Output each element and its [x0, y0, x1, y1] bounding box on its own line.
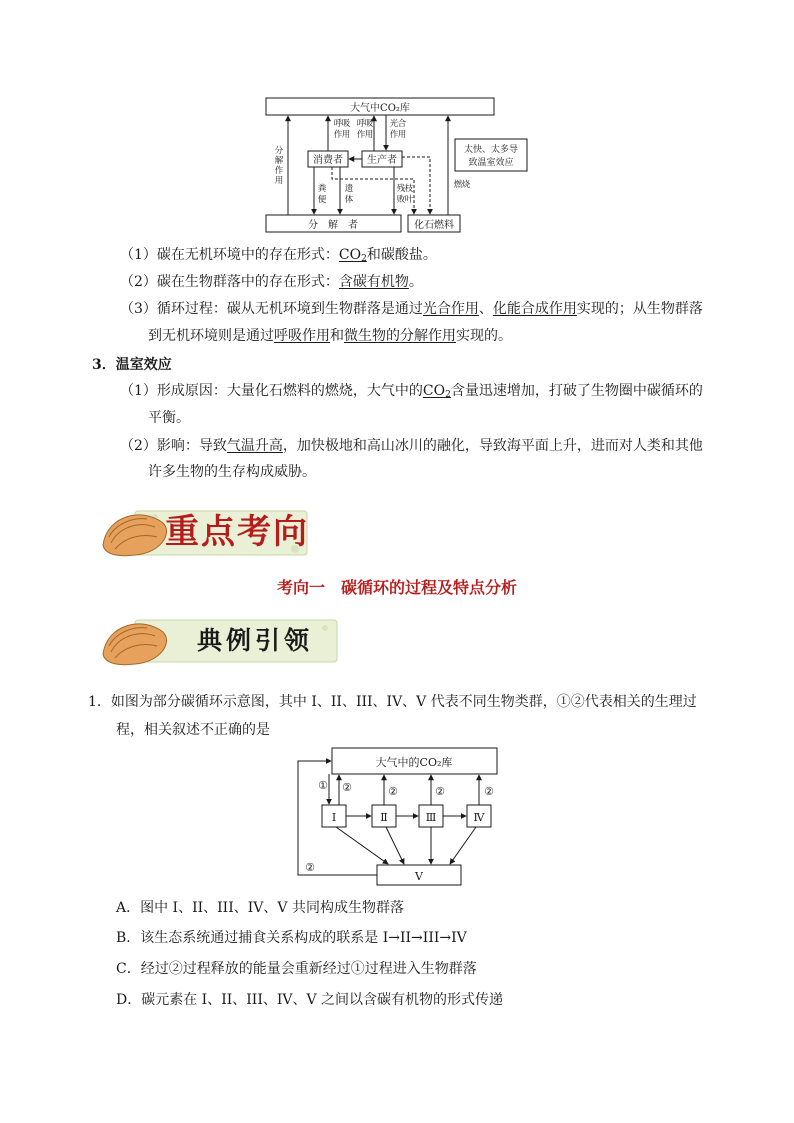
atmosphere-label: 大气中CO₂库: [350, 103, 410, 114]
subscript: 2: [361, 254, 367, 264]
label-litter-1: 枝: [404, 184, 414, 194]
section3-p1-line1: [120, 381, 703, 405]
label-litter-2: 败: [396, 195, 406, 205]
label-photo-3: 用: [397, 130, 407, 140]
label-resp1-3: 用: [341, 130, 351, 140]
option-b: B．该生态系统通过捕食关系构成的联系是 I→II→III→IV: [116, 930, 467, 946]
underlined-answer: 气温升高: [226, 438, 283, 454]
label-resp1-2: 作: [333, 130, 343, 140]
text: 到无机环境则是通过: [148, 328, 274, 344]
decomposer-label: 分 解 者: [308, 220, 358, 231]
label-remains-1: 体: [344, 195, 354, 205]
label-resp1-1: 吸: [341, 119, 351, 129]
list-item-3-line2: [148, 326, 512, 346]
text: 实现的。: [456, 328, 512, 344]
label-process-2c: ②: [435, 785, 445, 798]
box-1-label: Ⅰ: [331, 811, 337, 824]
text: 实现的；从生物群落: [576, 301, 703, 317]
label-photo-0: 光: [389, 119, 399, 129]
box-2-label: Ⅱ: [380, 811, 388, 824]
underlined-answer: 光合作用: [422, 301, 479, 317]
question-line1: 1．如图为部分碳循环示意图，其中 I、II、III、IV、V 代表不同生物类群，①②代表相关的生理过: [88, 694, 697, 710]
section3-p2-line1: [120, 436, 703, 456]
note-line2: 致温室效应: [468, 158, 514, 168]
text: （2）影响：导致: [120, 438, 227, 454]
label-litter-3: 叶: [404, 195, 414, 205]
text: 和: [330, 328, 344, 344]
text: （2）碳在生物群落中的存在形式：: [120, 274, 339, 290]
fossil-label: 化石燃料: [414, 220, 454, 231]
carbon-cycle-diagram-2: [292, 745, 512, 890]
underlined-answer: [423, 383, 451, 399]
label-resp1-0: 呼: [333, 119, 343, 129]
underlined-answer: 微生物的分解作用: [344, 328, 456, 344]
subtitle: 考向一 碳循环的过程及特点分析: [277, 578, 518, 597]
box-3-label: Ⅲ: [425, 811, 437, 824]
text: （1）形成原因：大量化石燃料的燃烧，大气中的: [120, 383, 423, 399]
note-line1: 太快、太多导: [463, 145, 519, 155]
label-photo-2: 作: [389, 130, 399, 140]
label-litter-0: 残: [396, 184, 406, 194]
label-process-2a: ②: [342, 781, 352, 794]
banner-example: [95, 614, 340, 668]
label-remains-0: 遗: [344, 184, 354, 194]
section-heading: 3．温室效应: [92, 357, 172, 373]
arrow-1-to-5: [336, 827, 388, 864]
label-burn-1: 烧: [461, 180, 471, 190]
text: （3）循环过程：碳从无机环境到生物群落是通过: [120, 301, 423, 317]
label-resp2-0: 呼: [356, 119, 366, 129]
underlined-answer: 含碳有机物: [338, 274, 409, 290]
label-resp2-3: 用: [364, 130, 374, 140]
label-decomp-3: 用: [274, 176, 284, 186]
section3-p1-line2: 平衡。: [148, 410, 190, 426]
text: 和碳酸盐。: [366, 247, 437, 263]
banner-key-directions: [95, 505, 310, 560]
list-item-2: [120, 272, 423, 292]
section3-p2-line2: 许多生物的生存构成威胁。: [148, 464, 316, 480]
atmosphere-label: 大气中的CO₂库: [375, 756, 453, 769]
box-5-label: Ⅴ: [415, 870, 423, 883]
label-process-2d: ②: [484, 785, 494, 798]
arrow-2-to-5: [386, 827, 404, 864]
carbon-cycle-diagram: [262, 95, 537, 237]
label-feces-1: 便: [317, 195, 327, 205]
producer-label: 生产者: [367, 155, 397, 166]
label-resp2-1: 吸: [364, 119, 374, 129]
option-d: D．碳元素在 I、II、III、IV、V 之间以含碳有机物的形式传递: [116, 992, 504, 1008]
label-photo-1: 合: [397, 119, 407, 129]
label-decomp-1: 解: [274, 156, 284, 166]
question-line2: 程，相关叙述不正确的是: [116, 722, 270, 738]
consumer-label: 消费者: [313, 155, 343, 166]
text: 含量迅速增加，打破了生物圈中碳循环的: [450, 383, 703, 399]
label-decomp-2: 作: [274, 166, 284, 176]
text: ，加快极地和高山冰川的融化，导致海平面上升，进而对人类和其他: [282, 438, 703, 454]
box-4-label: Ⅳ: [473, 811, 485, 824]
underlined-answer: [339, 247, 367, 263]
list-item-3-line1: [120, 299, 703, 319]
label-process-2b: ②: [388, 785, 398, 798]
text: （1）碳在无机环境中的存在形式：: [120, 247, 339, 263]
banner-title: 典例引领: [197, 626, 314, 655]
label-process-2e: ②: [305, 861, 315, 874]
label-resp2-2: 作: [356, 130, 366, 140]
label-decomp-0: 分: [274, 146, 284, 156]
text: 。: [408, 274, 423, 290]
list-item-1: [120, 245, 437, 269]
underlined-answer: 化能合成作用: [492, 301, 577, 317]
text: 、: [478, 301, 493, 317]
subscript: 2: [445, 390, 451, 400]
text: CO: [338, 247, 362, 263]
option-c: C．经过②过程释放的能量会重新经过①过程进入生物群落: [116, 961, 477, 977]
arrow-4-to-5: [450, 827, 476, 864]
text: CO: [422, 383, 446, 399]
banner-title: 重点考向: [165, 512, 309, 552]
label-feces-0: 粪: [317, 184, 327, 194]
label-process-1: ①: [318, 779, 328, 792]
option-a: A．图中 I、II、III、IV、V 共同构成生物群落: [116, 900, 404, 916]
underlined-answer: 呼吸作用: [274, 328, 330, 344]
label-burn-0: 燃: [453, 180, 463, 190]
